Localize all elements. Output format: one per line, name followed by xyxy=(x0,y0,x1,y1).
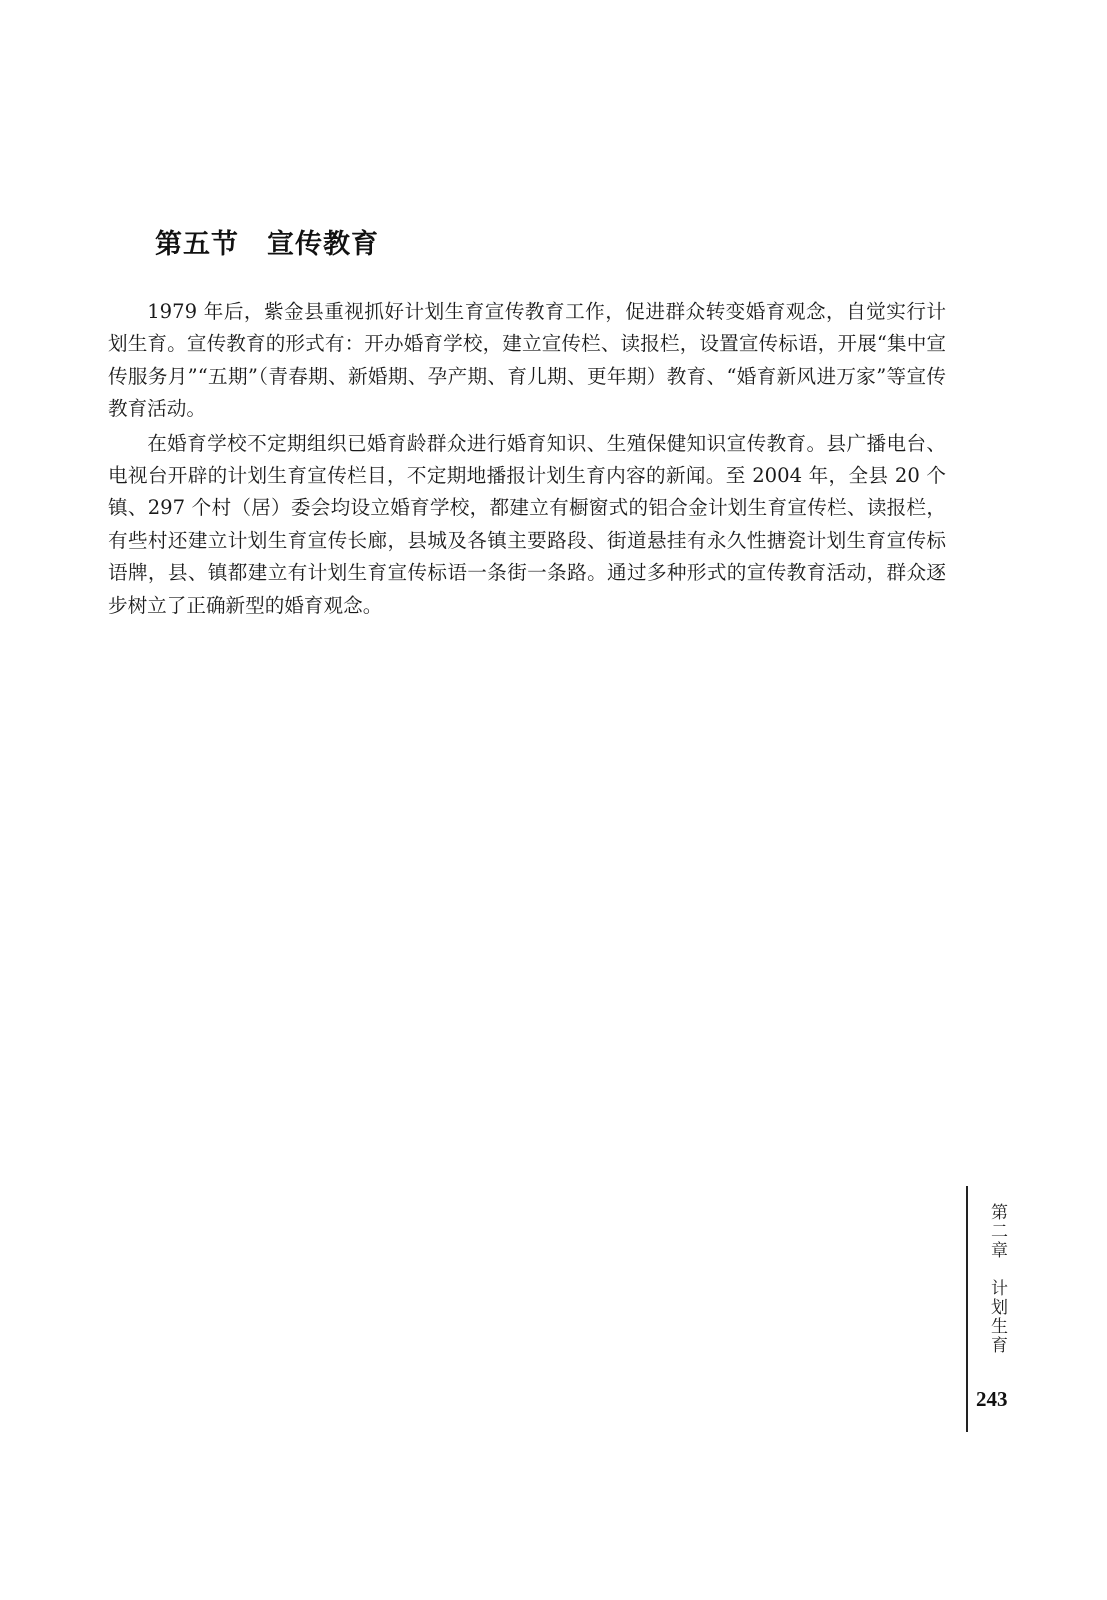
chapter-running-head: 第二章 计划生育 xyxy=(987,1203,1007,1355)
page-number: 243 xyxy=(976,1387,1008,1411)
margin-rule xyxy=(966,1186,968,1432)
paragraph-1: 1979 年后，紫金县重视抓好计划生育宣传教育工作，促进群众转变婚育观念，自觉实行计划生育。宣传教育的形式有：开办婚育学校，建立宣传栏、读报栏，设置宣传标语，开展“集中宣传服务月”“五期”（青春期、新婚期、孕产期、育儿期、更年期）教育、“婚育新风进万家”等宣传教育活动。 xyxy=(108,300,946,421)
section-title: 第五节 宣传教育 xyxy=(155,229,379,260)
body-text xyxy=(108,296,946,624)
paragraph-2: 在婚育学校不定期组织已婚育龄群众进行婚育知识、生殖保健知识宣传教育。县广播电台、电视台开辟的计划生育宣传栏目，不定期地播报计划生育内容的新闻。至 2004 年，全县 20 个镇、297 个村（居）委会均设立婚育学校，都建立有橱窗式的铝合金计划生育宣传栏、读报栏，有些村还建立计划生育宣传长廊，县城及各镇主要路段、街道悬挂有永久性搪瓷计划生育宣传标语牌，县、镇都建立有计划生育宣传标语一条街一条路。通过多种形式的宣传教育活动，群众逐步树立了正确新型的婚育观念。 xyxy=(108,431,946,617)
